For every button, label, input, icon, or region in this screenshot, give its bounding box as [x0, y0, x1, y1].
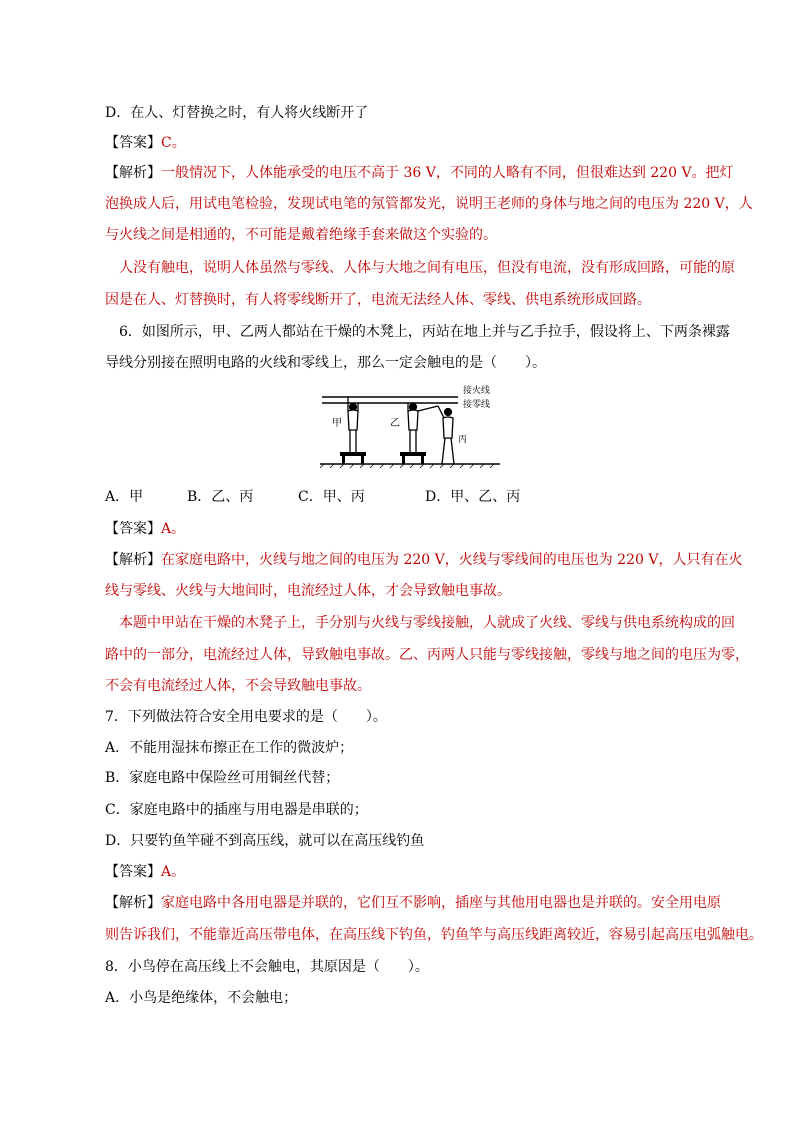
q6-stem-line-2: 导线分别接在照明电路的火线和零线上，那么一定会触电的是（ ）。 — [105, 355, 546, 371]
q5-option-d: D．在人、灯替换之时，有人将火线断开了 — [105, 105, 369, 121]
person-a-label: 甲 — [332, 418, 342, 429]
q8-stem: 8．小鸟停在高压线上不会触电，其原因是（ ）。 — [105, 959, 429, 975]
q5-explanation-line-2: 泡换成人后，用试电笔检验，发现试电笔的氖管都发光，说明王老师的身体与地之间的电压为 220 V，人 — [105, 196, 753, 212]
circuit-figure — [320, 380, 500, 470]
stool-b — [400, 452, 426, 464]
q6-answer — [105, 519, 185, 539]
explanation-text: 一般情况下，人体能承受的电压不高于 36 V，不同的人略有不同，但很难达到 220 V。把灯 — [161, 165, 734, 181]
q5-explanation-line-4: 人没有触电，说明人体虽然与零线、人体与大地之间有电压，但没有电流，没有形成回路，可能的原 — [119, 260, 735, 276]
q6-explanation-line-5: 不会有电流经过人体，不会导致触电事故。 — [105, 678, 371, 694]
explanation-tag: 【解析】 — [105, 552, 161, 568]
person-b — [408, 403, 438, 452]
live-wire-label: 接火线 — [463, 386, 491, 396]
person-a — [348, 397, 358, 452]
q5-explanation-line-1 — [105, 163, 734, 183]
q7-explanation-line-1 — [105, 893, 721, 913]
stool-a — [340, 452, 366, 464]
q7-option-c: C．家庭电路中的插座与用电器是串联的； — [105, 802, 368, 818]
q6-option-b: B．乙、丙 — [187, 489, 254, 505]
answer-tag: 【答案】 — [105, 864, 161, 880]
person-c — [438, 406, 454, 464]
q7-answer — [105, 862, 185, 882]
q6-option-a: A．甲 — [105, 489, 144, 505]
q7-option-d: D．只要钓鱼竿碰不到高压线，就可以在高压线钓鱼 — [105, 833, 425, 849]
explanation-text: 在家庭电路中，火线与地之间的电压为 220 V，火线与零线间的电压也为 220 V，人只有在火 — [161, 552, 743, 568]
q6-option-c: C．甲、丙 — [298, 489, 365, 505]
answer-value: C。 — [161, 135, 186, 151]
explanation-tag: 【解析】 — [105, 165, 161, 181]
explanation-text: 家庭电路中各用电器是并联的，它们互不影响，插座与其他用电器也是并联的。安全用电原 — [161, 895, 721, 911]
q5-explanation-line-5: 因是在人、灯替换时，有人将零线断开了，电流无法经人体、零线、供电系统形成回路。 — [105, 292, 651, 308]
q7-explanation-line-2: 则告诉我们，不能靠近高压带电体，在高压线下钓鱼，钓鱼竿与高压线距离较近，容易引起高压电弧触电。 — [105, 927, 763, 943]
q8-option-a: A．小鸟是绝缘体，不会触电； — [105, 990, 298, 1006]
q5-explanation-line-3: 与火线之间是相通的，不可能是戴着绝缘手套来做这个实验的。 — [105, 227, 497, 243]
q6-explanation-line-3: 本题中甲站在干燥的木凳子上，手分别与火线与零线接触，人就成了火线、零线与供电系统构成的回 — [119, 615, 735, 631]
person-b-label: 乙 — [390, 418, 400, 429]
q6-explanation-line-2: 线与零线、火线与大地间时，电流经过人体，才会导致触电事故。 — [105, 583, 511, 599]
q6-stem-line-1: 6．如图所示，甲、乙两人都站在干燥的木凳上，丙站在地上并与乙手拉手，假设将上、下两条裸露 — [119, 324, 730, 340]
answer-value: A。 — [161, 521, 186, 537]
q7-option-b: B．家庭电路中保险丝可用铜丝代替； — [105, 770, 340, 786]
answer-tag: 【答案】 — [105, 135, 161, 151]
q5-answer — [105, 133, 186, 153]
answer-tag: 【答案】 — [105, 521, 161, 537]
neutral-wire-label: 接零线 — [463, 400, 491, 410]
person-c-label: 丙 — [458, 435, 468, 445]
q6-explanation-line-1 — [105, 550, 742, 570]
q6-explanation-line-4: 路中的一部分，电流经过人体，导致触电事故。乙、丙两人只能与零线接触，零线与地之间的电压为零， — [105, 647, 749, 663]
q7-stem: 7．下列做法符合安全用电要求的是（ ）。 — [105, 709, 387, 725]
q6-option-d: D．甲、乙、丙 — [425, 489, 521, 505]
answer-value: A。 — [161, 864, 186, 880]
explanation-tag: 【解析】 — [105, 895, 161, 911]
q7-option-a: A．不能用湿抹布擦正在工作的微波炉； — [105, 740, 354, 756]
